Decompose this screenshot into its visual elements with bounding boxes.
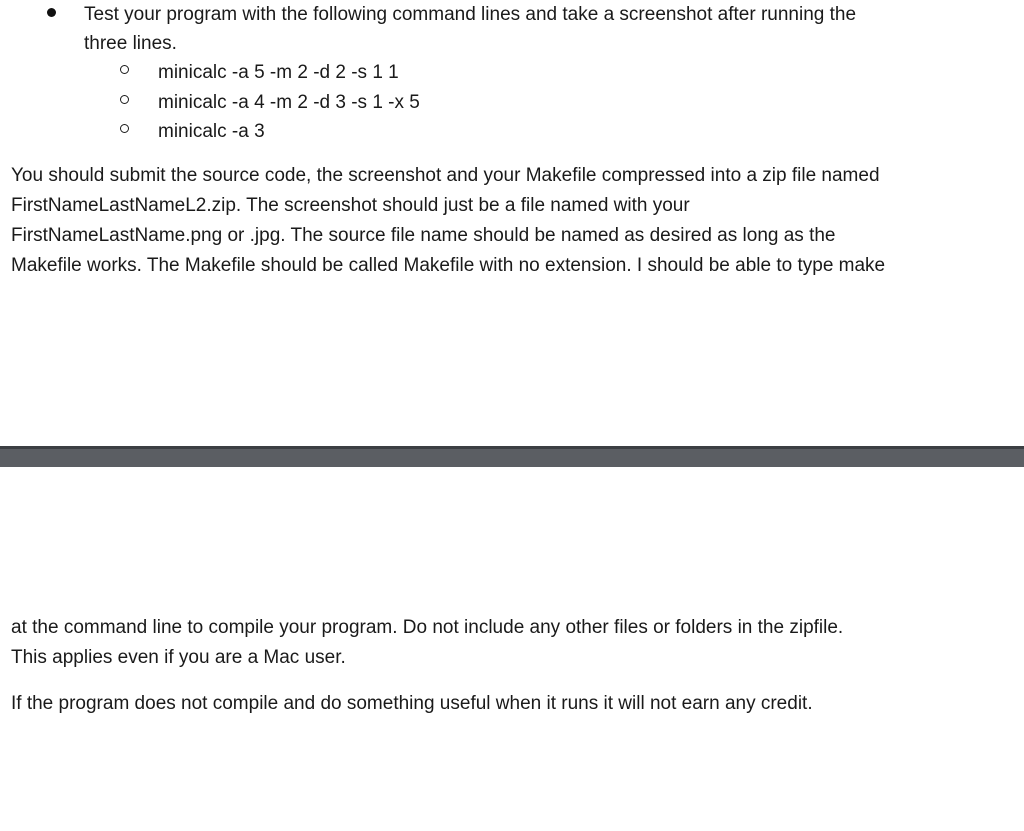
paragraph-line: You should submit the source code, the screenshot and your Makefile compressed into a zip file named (11, 165, 880, 186)
command-line-text: minicalc -a 3 (158, 121, 265, 142)
paragraph-line: This applies even if you are a Mac user. (11, 647, 346, 668)
paragraph-line: FirstNameLastNameL2.zip. The screenshot should just be a file named with your (11, 195, 690, 216)
circle-bullet-icon (120, 65, 129, 74)
command-line-text: minicalc -a 5 -m 2 -d 2 -s 1 1 (158, 62, 399, 83)
bullet-line-1: Test your program with the following command lines and take a screenshot after running the (84, 4, 857, 25)
sub-list-item (0, 117, 1024, 147)
bullet-dot-icon (47, 8, 56, 17)
circle-bullet-icon (120, 124, 129, 133)
circle-bullet-icon (120, 95, 129, 104)
paragraph-line: Makefile works. The Makefile should be called Makefile with no extension. I should be able to type make (11, 255, 886, 276)
paragraph-line: If the program does not compile and do something useful when it runs it will not earn any credit. (11, 693, 813, 714)
continued-paragraph (11, 613, 1001, 673)
paragraph-line: at the command line to compile your program. Do not include any other files or folders in the zipfile. (11, 617, 844, 638)
sub-list-item (0, 88, 1024, 118)
submit-paragraph (11, 161, 1001, 281)
bullet-text (84, 0, 984, 58)
paragraph-line: FirstNameLastName.png or .jpg. The source file name should be named as desired as long as the (11, 225, 836, 246)
sub-list-item (0, 58, 1024, 88)
page-break-divider (0, 446, 1024, 467)
command-line-text: minicalc -a 4 -m 2 -d 3 -s 1 -x 5 (158, 92, 420, 113)
document-page-2 (0, 467, 1024, 831)
credit-paragraph (11, 689, 1001, 719)
bullet-line-2: three lines. (84, 33, 177, 54)
